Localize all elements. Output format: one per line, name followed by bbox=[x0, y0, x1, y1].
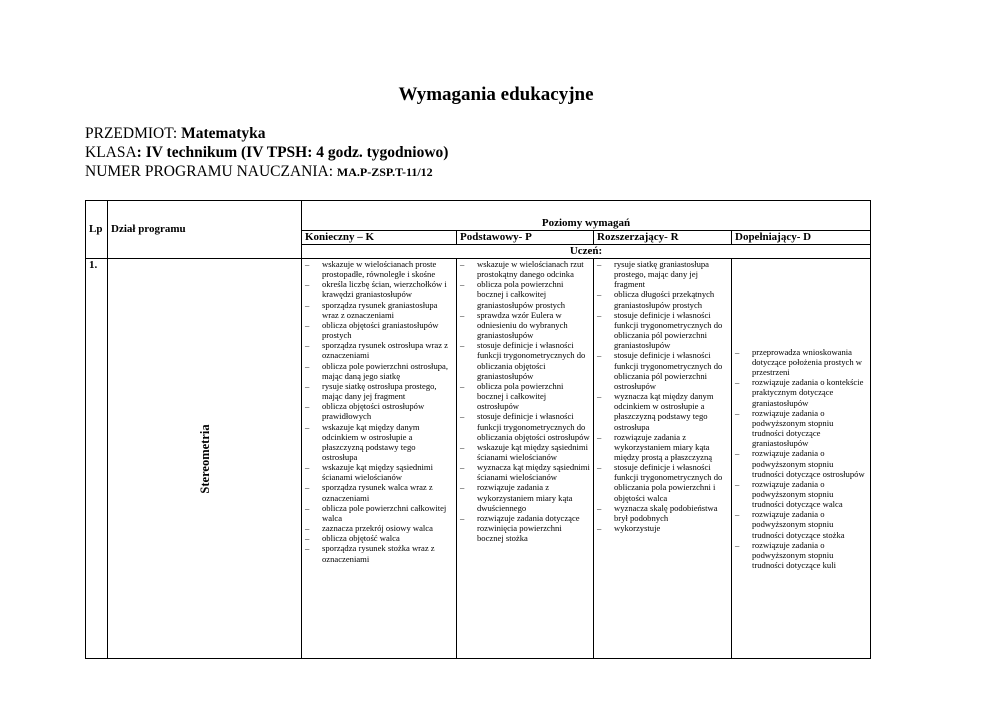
lp-header: Lp bbox=[86, 201, 108, 259]
level-p-cell bbox=[457, 259, 594, 659]
list-item: – sporządza rysunek ostrosłupa wraz z oznaczeniami bbox=[305, 340, 453, 360]
list-item: – przeprowadza wnioskowania dotyczące położenia prostych w przestrzeni bbox=[735, 347, 867, 377]
list-item: – wskazuje kąt między sąsiednimi ścianami wielościanów bbox=[305, 462, 453, 482]
list-item: – stosuje definicje i własności funkcji trygonometrycznych do obliczania pól powierzchni graniastosłupów bbox=[597, 310, 728, 351]
list-item: – oblicza pola powierzchni bocznej i całkowitej ostrosłupów bbox=[460, 381, 590, 411]
list-item: – rysuje siatkę graniastosłupa prostego, mając dany jej fragment bbox=[597, 259, 728, 289]
list-item: – oblicza długości przekątnych graniastosłupów prostych bbox=[597, 289, 728, 309]
row-number: 1. bbox=[86, 259, 108, 659]
levels-header: Poziomy wymagań bbox=[302, 201, 871, 231]
level-d-cell bbox=[732, 259, 871, 659]
level-p-list bbox=[460, 259, 590, 543]
list-item: – wskazuje kąt między sąsiednimi ścianami wielościanów bbox=[460, 442, 590, 462]
list-item: – sporządza rysunek graniastosłupa wraz z oznaczeniami bbox=[305, 300, 453, 320]
list-item: – stosuje definicje i własności funkcji trygonometrycznych do obliczania objętości ostrosłupów bbox=[460, 411, 590, 441]
list-item: – rozwiązuje zadania o podwyższonym stopniu trudności dotyczące walca bbox=[735, 479, 867, 509]
list-item: – oblicza objętość walca bbox=[305, 533, 453, 543]
list-item: – stosuje definicje i własności funkcji trygonometrycznych do obliczania objętości graniastosłupów bbox=[460, 340, 590, 381]
list-item: – oblicza pole powierzchni ostrosłupa, mając daną jego siatkę bbox=[305, 361, 453, 381]
level-r-list bbox=[597, 259, 728, 533]
list-item: – wykorzystuje bbox=[597, 523, 728, 533]
list-item: – rysuje siatkę ostrosłupa prostego, mając dany jej fragment bbox=[305, 381, 453, 401]
list-item: – stosuje definicje i własności funkcji trygonometrycznych do obliczania pola powierzchni i objętości walca bbox=[597, 462, 728, 503]
list-item: – oblicza objętości graniastosłupów prostych bbox=[305, 320, 453, 340]
list-item: – stosuje definicje i własności funkcji trygonometrycznych do obliczania pól powierzchni ostrosłupów bbox=[597, 350, 728, 391]
level-k-list bbox=[305, 259, 453, 564]
list-item: – sporządza rysunek stożka wraz z oznaczeniami bbox=[305, 543, 453, 563]
document-title: Wymagania edukacyjne bbox=[398, 84, 594, 105]
table-row bbox=[86, 259, 871, 659]
section-cell bbox=[108, 259, 302, 659]
class-line bbox=[85, 143, 448, 162]
section-header: Dział programu bbox=[108, 201, 302, 259]
class-value: : IV technikum (IV TPSH: 4 godz. tygodniowo) bbox=[136, 144, 449, 161]
list-item: – rozwiązuje zadania z wykorzystaniem miary kąta między prostą a płaszczyzną bbox=[597, 432, 728, 462]
list-item: – wyznacza skalę podobieństwa brył podobnych bbox=[597, 503, 728, 523]
level-r-cell bbox=[594, 259, 732, 659]
level-k-header: Konieczny – K bbox=[302, 231, 457, 245]
class-label: KLASA bbox=[85, 144, 137, 161]
list-item: – sporządza rysunek walca wraz z oznaczeniami bbox=[305, 482, 453, 502]
student-header: Uczeń: bbox=[302, 245, 871, 259]
list-item: – rozwiązuje zadania o kontekście praktycznym dotyczące graniastosłupów bbox=[735, 377, 867, 407]
list-item: – wskazuje w wielościanach proste prostopadłe, równoległe i skośne bbox=[305, 259, 453, 279]
list-item: – rozwiązuje zadania o podwyższonym stopniu trudności dotyczące stożka bbox=[735, 509, 867, 539]
list-item: – oblicza pola powierzchni bocznej i całkowitej graniastosłupów prostych bbox=[460, 279, 590, 309]
level-r-header: Rozszerzający- R bbox=[594, 231, 732, 245]
list-item: – wyznacza kąt między danym odcinkiem w ostrosłupie a płaszczyzną podstawy tego ostrosłupa bbox=[597, 391, 728, 432]
level-p-header: Podstawowy- P bbox=[457, 231, 594, 245]
level-d-header: Dopełniający- D bbox=[732, 231, 871, 245]
list-item: – określa liczbę ścian, wierzchołków i krawędzi graniastosłupów bbox=[305, 279, 453, 299]
list-item: – rozwiązuje zadania o podwyższonym stopniu trudności dotyczące graniastosłupów bbox=[735, 408, 867, 449]
list-item: – wyznacza kąt między sąsiednimi ścianami wielościanów bbox=[460, 462, 590, 482]
program-line bbox=[85, 162, 433, 182]
list-item: – wskazuje kąt między danym odcinkiem w ostrosłupie a płaszczyzną podstawy tego ostrosłupa bbox=[305, 422, 453, 463]
subject-line bbox=[85, 124, 265, 143]
program-label: NUMER PROGRAMU NAUCZANIA: bbox=[85, 163, 337, 180]
level-d-list bbox=[735, 347, 867, 570]
header-row bbox=[86, 201, 871, 231]
list-item: – oblicza objętości ostrosłupów prawidłowych bbox=[305, 401, 453, 421]
level-k-cell bbox=[302, 259, 457, 659]
section-name: Stereometria bbox=[197, 423, 212, 494]
requirements-table bbox=[85, 200, 871, 659]
list-item: – rozwiązuje zadania z wykorzystaniem miary kąta dwuściennego bbox=[460, 482, 590, 512]
list-item: – rozwiązuje zadania o podwyższonym stopniu trudności dotyczące ostrosłupów bbox=[735, 448, 867, 478]
list-item: – oblicza pole powierzchni całkowitej walca bbox=[305, 503, 453, 523]
list-item: – rozwiązuje zadania o podwyższonym stopniu trudności dotyczące kuli bbox=[735, 540, 867, 570]
subject-value: Matematyka bbox=[181, 125, 266, 142]
list-item: – zaznacza przekrój osiowy walca bbox=[305, 523, 453, 533]
subject-label: PRZEDMIOT: bbox=[85, 125, 182, 142]
list-item: – rozwiązuje zadania dotyczące rozwinięcia powierzchni bocznej stożka bbox=[460, 513, 590, 543]
list-item: – sprawdza wzór Eulera w odniesieniu do wybranych graniastosłupów bbox=[460, 310, 590, 340]
list-item: – wskazuje w wielościanach rzut prostokątny danego odcinka bbox=[460, 259, 590, 279]
program-value: MA.P-ZSP.T-11/12 bbox=[336, 165, 433, 179]
